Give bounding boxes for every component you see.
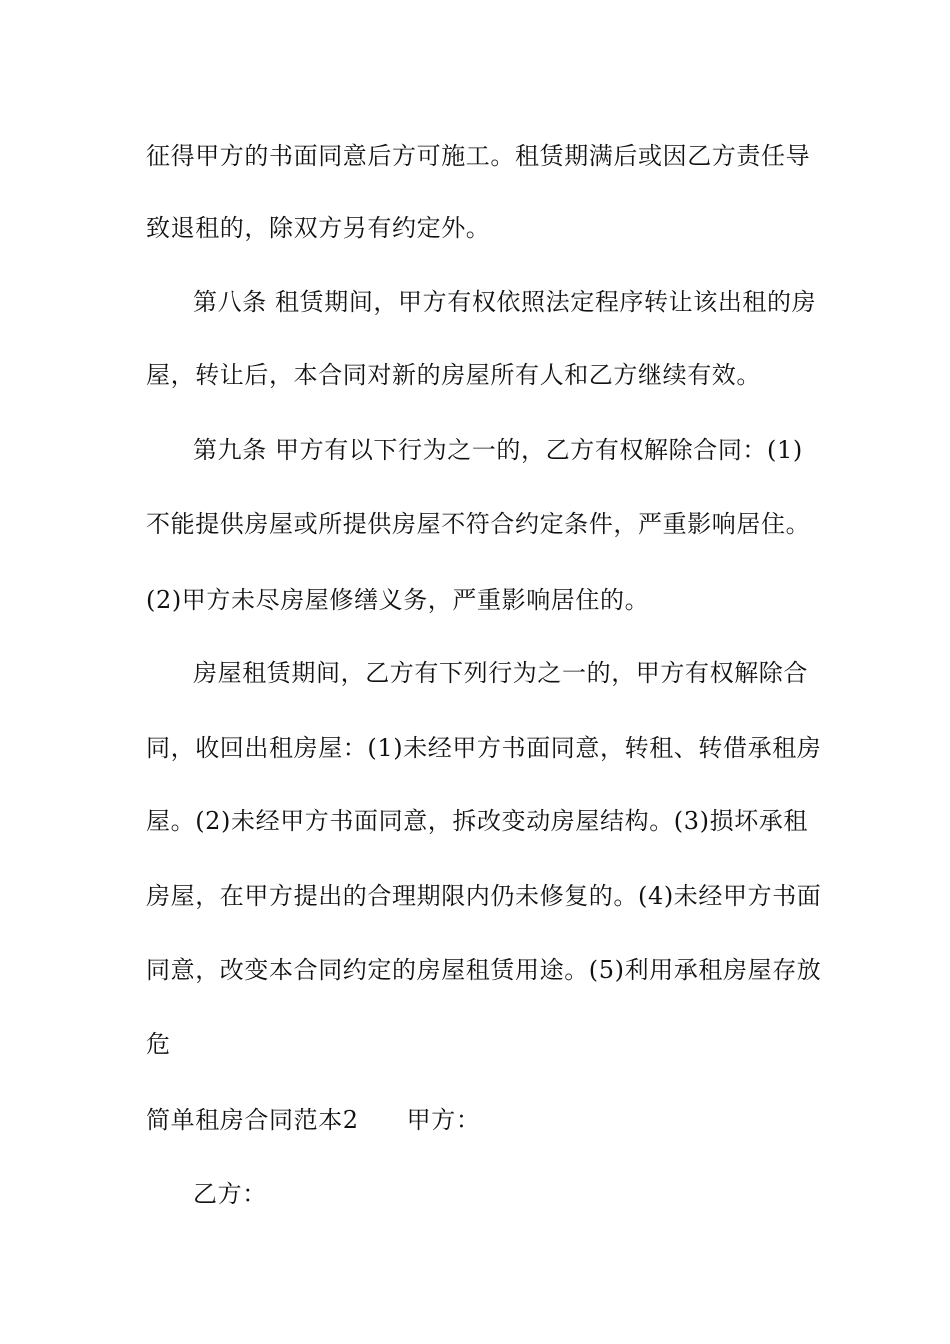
text-line: 不能提供房屋或所提供房屋不符合约定条件，严重影响居住。 (146, 510, 811, 538)
text-line: 屋，转让后，本合同对新的房屋所有人和乙方继续有效。 (146, 361, 761, 389)
text-line: 屋。(2)未经甲方书面同意，拆改变动房屋结构。(3)损坏承租 (146, 807, 808, 835)
text-line: 危 (146, 1030, 171, 1058)
text-line: 致退租的，除双方另有约定外。 (146, 214, 491, 242)
text-line: 同，收回出租房屋：(1)未经甲方书面同意，转租、转借承租房 (146, 734, 822, 762)
text-line: 房屋，在甲方提出的合理期限内仍未修复的。(4)未经甲方书面 (146, 882, 822, 910)
text-line: 第八条 租赁期间，甲方有权依照法定程序转让该出租的房 (193, 288, 817, 316)
party-b-label: 乙方： (193, 1180, 267, 1208)
text-line: 同意，改变本合同约定的房屋租赁用途。(5)利用承租房屋存放 (146, 956, 822, 984)
text-line: 房屋租赁期间，乙方有下列行为之一的，甲方有权解除合 (193, 659, 808, 687)
text-line: (2)甲方未尽房屋修缮义务，严重影响居住的。 (146, 586, 650, 614)
text-line: 征得甲方的书面同意后方可施工。租赁期满后或因乙方责任导 (146, 142, 811, 170)
text-line: 第九条 甲方有以下行为之一的，乙方有权解除合同：(1) (193, 436, 803, 464)
contract-template-title-line (146, 1100, 480, 1140)
party-a-label: 甲方： (406, 1106, 481, 1134)
contract-template-title: 简单租房合同范本2 (146, 1106, 359, 1134)
